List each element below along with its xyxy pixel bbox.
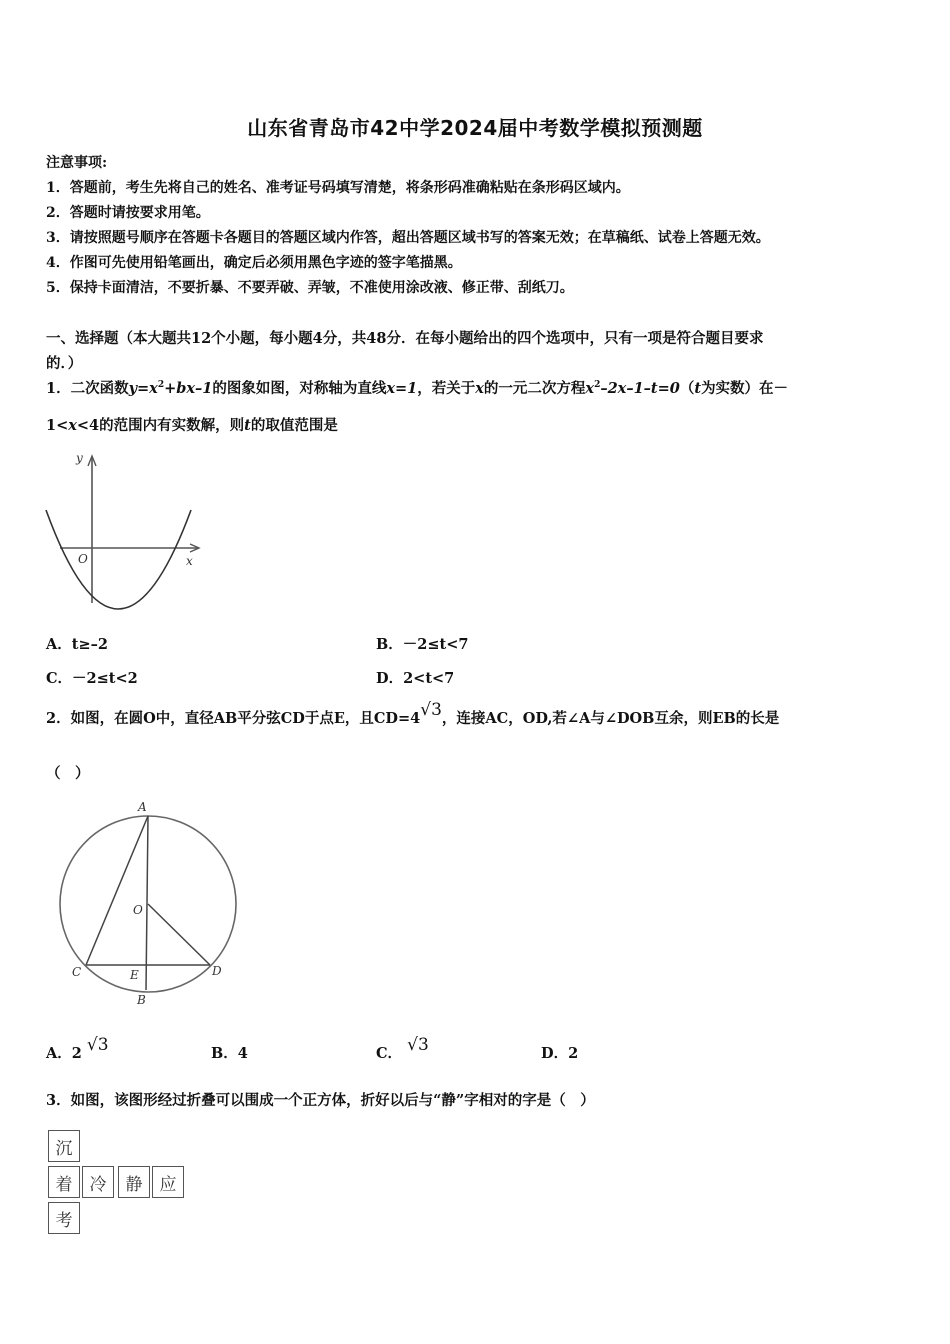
point-c-label: C — [72, 965, 82, 979]
parabola-curve — [46, 510, 191, 609]
point-e-label: E — [130, 968, 139, 982]
segment-od — [148, 904, 210, 965]
diameter-ab — [146, 816, 148, 990]
page-title: 山东省青岛市42中学2024届中考数学模拟预测题 — [247, 116, 703, 140]
point-d-label: D — [212, 964, 222, 978]
q1-option-a[interactable]: A．t≥–2 — [46, 636, 108, 653]
q1-option-c[interactable]: C．－2≤t<2 — [46, 670, 138, 687]
section-heading-line1: 一、选择题（本大题共12个小题，每小题4分，共48分．在每小题给出的四个选项中，只有一项是符合题目要求 — [46, 330, 764, 347]
q1-stem-line2: 1<x<4的范围内有实数解，则t的取值范围是 — [46, 417, 338, 434]
q2-stem-line1: 2．如图，在圆O中，直径AB平分弦CD于点E，且CD=4√3，连接AC，OD,若∠A与∠DOB互余，则EB的长是 — [46, 700, 780, 727]
q2-option-b[interactable]: B．4 — [211, 1045, 248, 1062]
q1-stem-line1: 1．二次函数$y=x^2+bx-1$的图象如图，对称轴为直线x=1，若关于x的一元二次方程$x^2-2x-1-t=0(t$为实数）在－ — [46, 380, 789, 397]
notes-heading: 注意事项: — [46, 155, 108, 171]
q2-option-c[interactable]: C． √3 — [376, 1035, 429, 1062]
q2-circle-figure — [50, 798, 270, 1010]
cube-cell-mid-4: 应 — [152, 1166, 184, 1198]
cube-cell-mid-1: 着 — [48, 1166, 80, 1198]
cube-net — [48, 1130, 188, 1238]
q2-option-d[interactable]: D．2 — [541, 1045, 579, 1062]
q1-parabola-figure — [40, 448, 210, 610]
q1-option-b[interactable]: B．－2≤t<7 — [376, 636, 469, 653]
note-item-1: 1．答题前，考生先将自己的姓名、准考证号码填写清楚，将条形码准确粘贴在条形码区域内。 — [46, 180, 630, 196]
q2-option-a[interactable]: A．2 √3 — [46, 1035, 109, 1062]
point-b-label: B — [137, 993, 146, 1007]
point-o-label: O — [133, 903, 143, 917]
note-item-5: 5．保持卡面清洁，不要折暴、不要弄破、弄皱，不准使用涂改液、修正带、刮纸刀。 — [46, 280, 574, 296]
cube-cell-mid-3: 静 — [118, 1166, 150, 1198]
point-a-label: A — [138, 800, 147, 814]
cube-cell-mid-2: 冷 — [82, 1166, 114, 1198]
y-label: y — [76, 451, 83, 465]
q1-option-d[interactable]: D．2<t<7 — [376, 670, 455, 687]
note-item-4: 4．作图可先使用铅笔画出，确定后必须用黑色字迹的签字笔描黑。 — [46, 255, 462, 271]
x-label: x — [186, 554, 193, 568]
chord-ac — [86, 816, 148, 965]
cube-cell-top: 沉 — [48, 1130, 80, 1162]
q3-stem: 3．如图，该图形经过折叠可以围成一个正方体，折好以后与“静”字相对的字是（ ） — [46, 1092, 595, 1109]
q2-stem-paren: （ ） — [46, 765, 90, 782]
note-item-3: 3．请按照题号顺序在答题卡各题目的答题区域内作答，超出答题区域书写的答案无效；在草稿纸、试卷上答题无效。 — [46, 230, 770, 246]
cube-cell-bottom: 考 — [48, 1202, 80, 1234]
section-heading-line2: 的．） — [46, 355, 83, 372]
note-item-2: 2．答题时请按要求用笔。 — [46, 205, 210, 221]
origin-label: O — [78, 552, 88, 566]
